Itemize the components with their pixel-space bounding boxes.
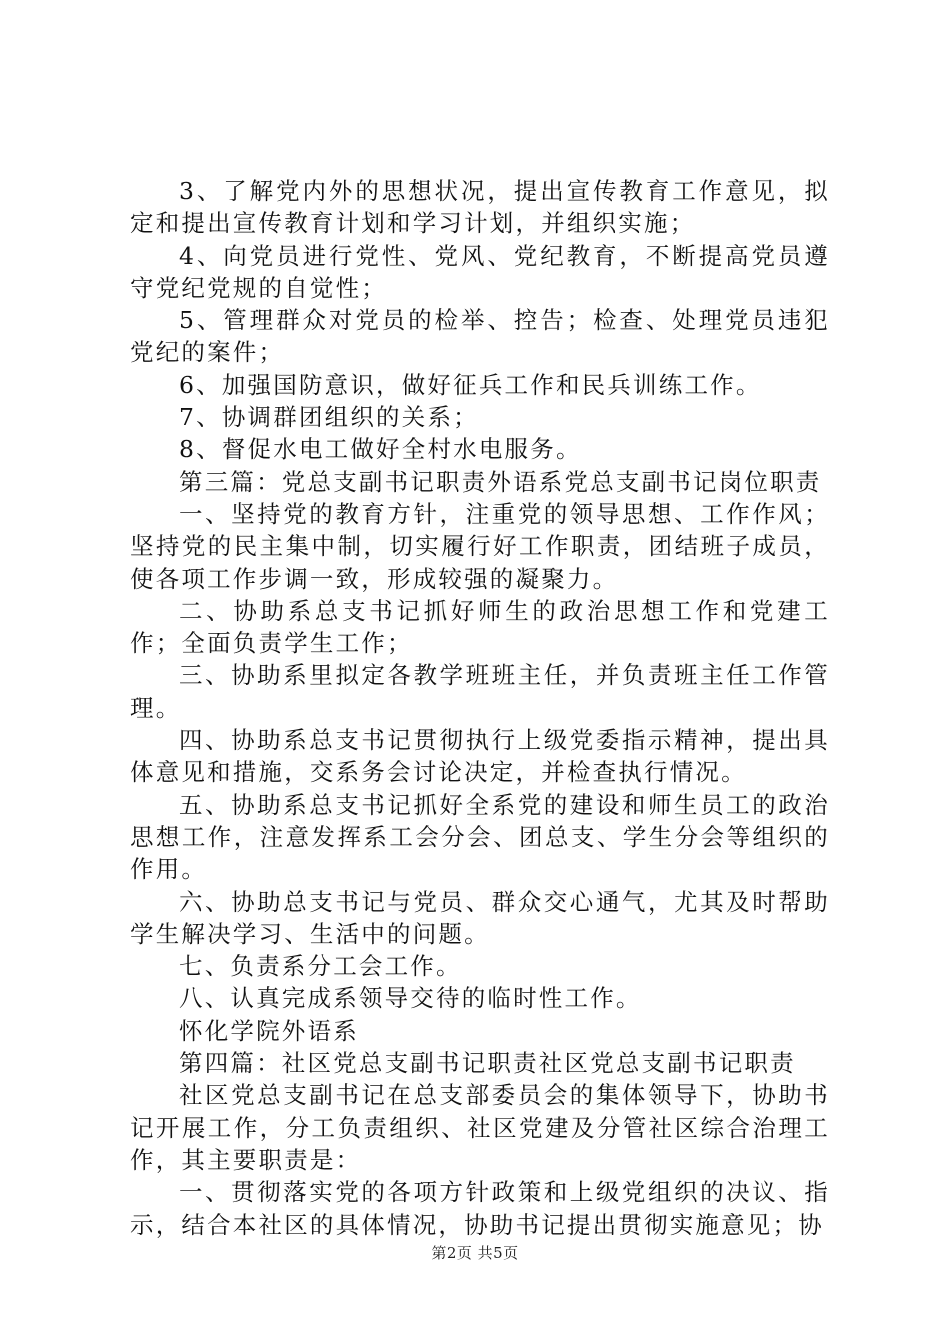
paragraph-duty-4: 四、协助系总支书记贯彻执行上级党委指示精神，提出具体意见和措施，交系务会讨论决定，并检查执行情况。: [130, 726, 830, 787]
paragraph-item-4: 4、向党员进行党性、党风、党纪教育，不断提高党员遵守党纪党规的自觉性；: [130, 241, 830, 302]
paragraph-duty-7: 七、负责系分工会工作。: [179, 952, 462, 981]
paragraph-duty-8: 八、认真完成系领导交待的临时性工作。: [179, 984, 642, 1013]
paragraph-duty-6: 六、协助总支书记与党员、群众交心通气，尤其及时帮助学生解决学习、生活中的问题。: [130, 887, 830, 948]
paragraph-duty-1: 一、坚持党的教育方针，注重党的领导思想、工作作风；坚持党的民主集中制，切实履行好工作职责，团结班子成员，使各项工作步调一致，形成较强的凝聚力。: [130, 499, 830, 593]
paragraph-duty-3: 三、协助系里拟定各教学班班主任，并负责班主任工作管理。: [130, 661, 830, 722]
paragraph-item-6: 6、加强国防意识，做好征兵工作和民兵训练工作。: [179, 370, 762, 399]
paragraph-item-3: 3、了解党内外的思想状况，提出宣传教育工作意见，拟定和提出宣传教育计划和学习计划，并组织实施；: [130, 177, 830, 238]
paragraph-community-duty-1: 一、贯彻落实党的各项方针政策和上级党组织的决议、指示，结合本社区的具体情况，协助书记提出贯彻实施意见；协: [130, 1178, 830, 1239]
paragraph-item-7: 7、协调群团组织的关系；: [179, 403, 479, 432]
document-body: [130, 175, 830, 1241]
section-heading-part-3: 第三篇：党总支副书记职责外语系党总支副书记岗位职责: [179, 467, 822, 496]
paragraph-item-5: 5、管理群众对党员的检举、控告；检查、处理党员违犯党纪的案件；: [130, 306, 830, 367]
paragraph-duty-5: 五、协助系总支书记抓好全系党的建设和师生员工的政治思想工作，注意发挥系工会分会、团总支、学生分会等组织的作用。: [130, 790, 830, 884]
paragraph-item-8: 8、督促水电工做好全村水电服务。: [179, 435, 582, 464]
page-number-footer: 第2页 共5页: [431, 1244, 519, 1262]
paragraph-intro: 社区党总支副书记在总支部委员会的集体领导下，协助书记开展工作，分工负责组织、社区党建及分管社区综合治理工作，其主要职责是：: [130, 1081, 830, 1174]
section-heading-part-4: 第四篇：社区党总支副书记职责社区党总支副书记职责: [179, 1049, 796, 1078]
paragraph-duty-2: 二、协助系总支书记抓好师生的政治思想工作和党建工作；全面负责学生工作；: [130, 596, 830, 658]
signature-line: 怀化学院外语系: [179, 1016, 359, 1045]
